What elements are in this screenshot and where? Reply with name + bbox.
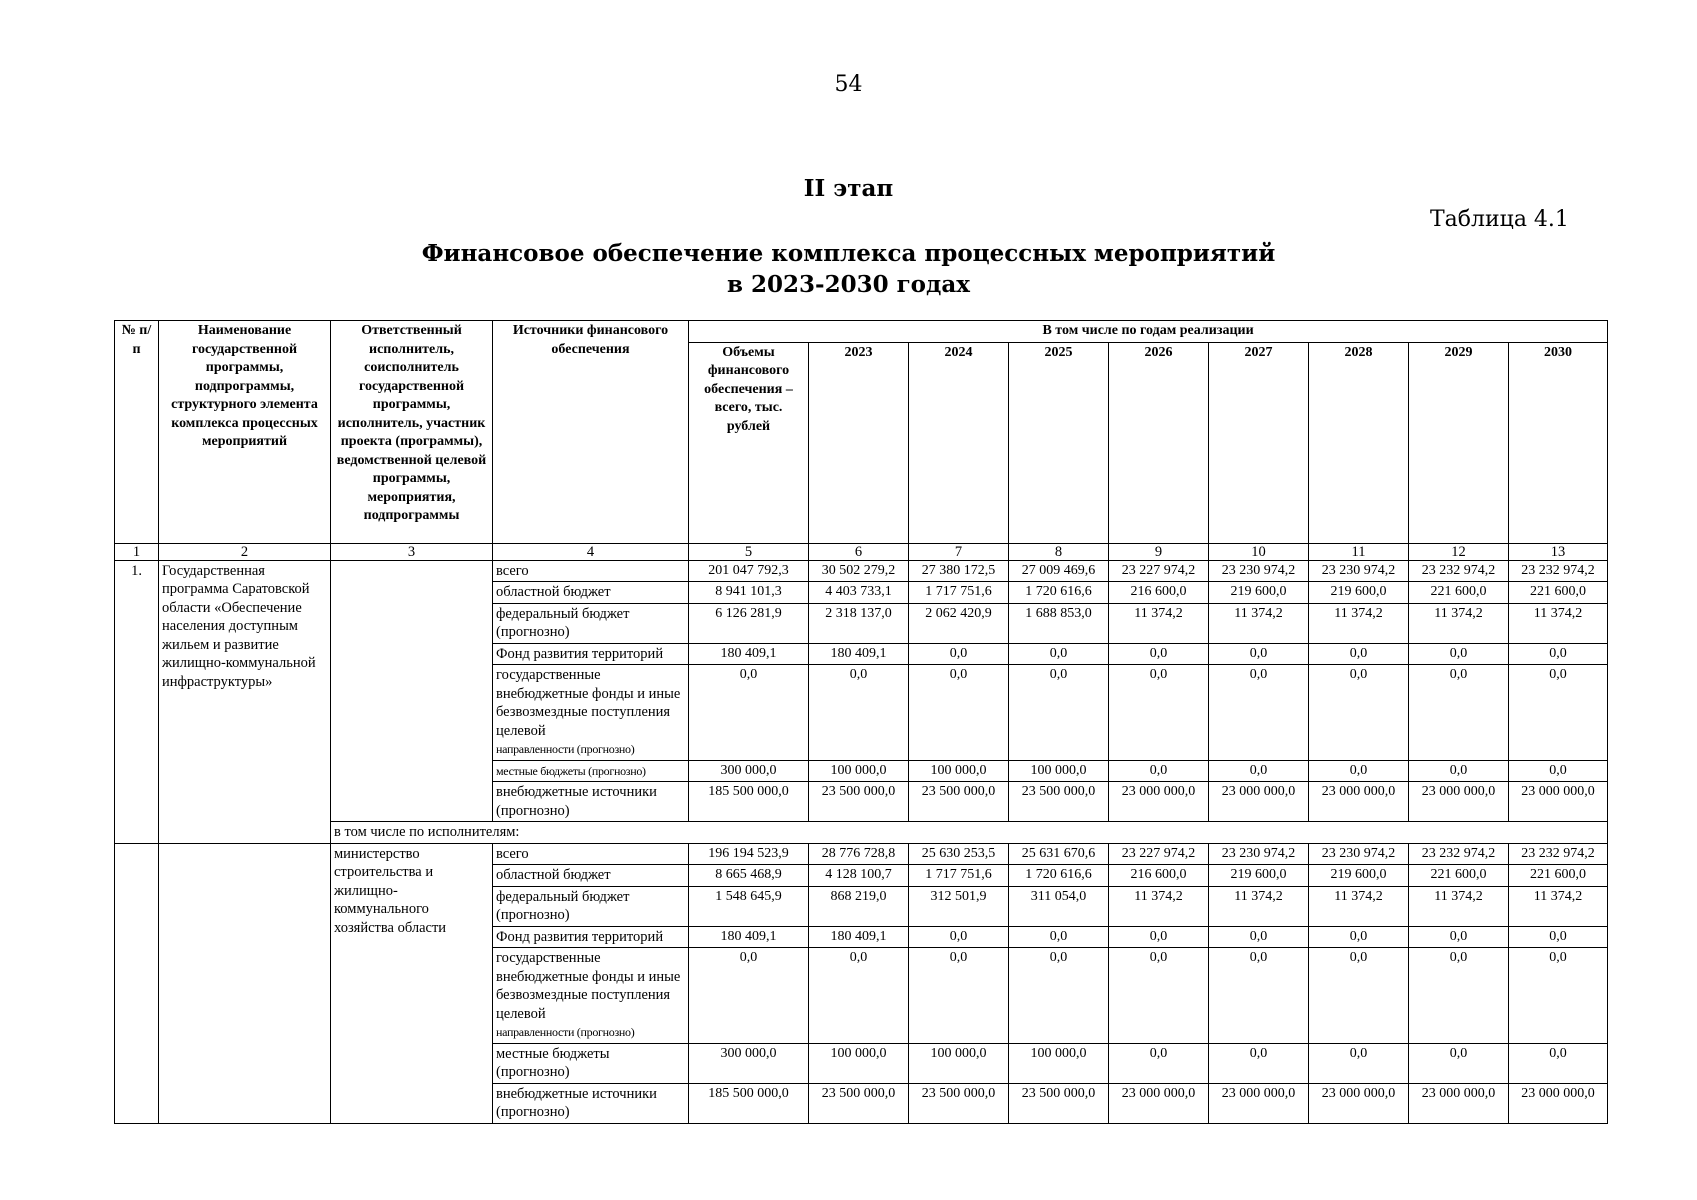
value-cell: 196 194 523,9: [689, 843, 809, 865]
value-cell: 312 501,9: [909, 886, 1009, 926]
value-cell: 23 230 974,2: [1309, 843, 1409, 865]
value-cell: 0,0: [909, 926, 1009, 948]
value-cell: 0,0: [1409, 926, 1509, 948]
value-cell: 0,0: [1109, 1043, 1209, 1083]
value-cell: 219 600,0: [1209, 865, 1309, 887]
value-cell: 1 548 645,9: [689, 886, 809, 926]
value-cell: 11 374,2: [1209, 886, 1309, 926]
value-cell: 311 054,0: [1009, 886, 1109, 926]
value-cell: 0,0: [1509, 926, 1608, 948]
header-responsible: Ответственный исполнитель, соисполнитель государственной программы, исполнитель, участник проекта (программы), ведомственной целевой программы, мероприятия, подпрограммы: [331, 321, 493, 544]
value-cell: 100 000,0: [1009, 760, 1109, 782]
value-cell: 4 128 100,7: [809, 865, 909, 887]
value-cell: 23 000 000,0: [1509, 782, 1608, 822]
value-cell: 30 502 279,2: [809, 560, 909, 582]
value-cell: 0,0: [809, 948, 909, 1044]
value-cell: 0,0: [1509, 665, 1608, 761]
column-index: 6: [809, 543, 909, 560]
value-cell: 1 717 751,6: [909, 582, 1009, 604]
value-cell: 25 631 670,6: [1009, 843, 1109, 865]
value-cell: 4 403 733,1: [809, 582, 909, 604]
header-sources: Источники финансового обеспечения: [493, 321, 689, 544]
value-cell: 2 062 420,9: [909, 603, 1009, 643]
value-cell: 23 500 000,0: [909, 782, 1009, 822]
header-year: 2024: [909, 342, 1009, 543]
value-cell: 23 000 000,0: [1409, 782, 1509, 822]
source-cell: федеральный бюджет (прогнозно): [493, 603, 689, 643]
value-cell: 0,0: [1509, 1043, 1608, 1083]
value-cell: 11 374,2: [1509, 603, 1608, 643]
value-cell: 11 374,2: [1409, 886, 1509, 926]
header-year: 2025: [1009, 342, 1109, 543]
value-cell: 185 500 000,0: [689, 1083, 809, 1123]
value-cell: 23 000 000,0: [1209, 782, 1309, 822]
source-cell: всего: [493, 560, 689, 582]
value-cell: 0,0: [1109, 643, 1209, 665]
header-year: 2026: [1109, 342, 1209, 543]
value-cell: 201 047 792,3: [689, 560, 809, 582]
executor-name: министерство строительства и жилищно-коммунального хозяйства области: [331, 843, 493, 1123]
column-index: 2: [159, 543, 331, 560]
value-cell: 27 009 469,6: [1009, 560, 1109, 582]
value-cell: 0,0: [1409, 760, 1509, 782]
value-cell: 219 600,0: [1209, 582, 1309, 604]
executor-row-total: [115, 843, 1608, 865]
value-cell: 23 500 000,0: [909, 1083, 1009, 1123]
value-cell: 100 000,0: [809, 1043, 909, 1083]
column-index: 13: [1509, 543, 1608, 560]
header-year: 2029: [1409, 342, 1509, 543]
including-executors-label: в том числе по исполнителям:: [331, 822, 1608, 844]
value-cell: 100 000,0: [909, 1043, 1009, 1083]
title-line-1: Финансовое обеспечение комплекса процессных мероприятий: [421, 240, 1276, 267]
table-title: [0, 238, 1697, 300]
value-cell: 23 230 974,2: [1209, 843, 1309, 865]
value-cell: 8 665 468,9: [689, 865, 809, 887]
value-cell: 0,0: [1109, 760, 1209, 782]
header-year: 2023: [809, 342, 909, 543]
value-cell: 0,0: [1509, 760, 1608, 782]
value-cell: 0,0: [809, 665, 909, 761]
source-cell: Фонд развития территорий: [493, 926, 689, 948]
value-cell: 180 409,1: [689, 643, 809, 665]
value-cell: 0,0: [1309, 948, 1409, 1044]
source-cell: Фонд развития территорий: [493, 643, 689, 665]
column-index: 4: [493, 543, 689, 560]
value-cell: 0,0: [1409, 1043, 1509, 1083]
value-cell: 23 232 974,2: [1409, 843, 1509, 865]
value-cell: 1 720 616,6: [1009, 865, 1109, 887]
value-cell: 27 380 172,5: [909, 560, 1009, 582]
value-cell: 0,0: [909, 665, 1009, 761]
value-cell: 11 374,2: [1409, 603, 1509, 643]
value-cell: 0,0: [1309, 665, 1409, 761]
value-cell: 219 600,0: [1309, 582, 1409, 604]
header-by-years: В том числе по годам реализации: [689, 321, 1608, 343]
column-index: 11: [1309, 543, 1409, 560]
source-cell: областной бюджет: [493, 865, 689, 887]
header-year: 2030: [1509, 342, 1608, 543]
value-cell: 23 232 974,2: [1509, 843, 1608, 865]
value-cell: 216 600,0: [1109, 865, 1209, 887]
executor-empty-num: [115, 843, 159, 1123]
column-index: 12: [1409, 543, 1509, 560]
source-cell: [493, 948, 689, 1044]
value-cell: 11 374,2: [1309, 886, 1409, 926]
value-cell: 0,0: [1009, 926, 1109, 948]
value-cell: 0,0: [689, 665, 809, 761]
value-cell: 180 409,1: [809, 643, 909, 665]
value-cell: 0,0: [1409, 948, 1509, 1044]
header-row-1: [115, 321, 1608, 343]
value-cell: 216 600,0: [1109, 582, 1209, 604]
value-cell: 221 600,0: [1509, 865, 1608, 887]
value-cell: 0,0: [1309, 1043, 1409, 1083]
value-cell: 23 000 000,0: [1109, 782, 1209, 822]
value-cell: 23 000 000,0: [1409, 1083, 1509, 1123]
value-cell: 1 688 853,0: [1009, 603, 1109, 643]
source-cell: внебюджетные источники (прогнозно): [493, 782, 689, 822]
value-cell: 23 500 000,0: [1009, 782, 1109, 822]
value-cell: 1 717 751,6: [909, 865, 1009, 887]
value-cell: 221 600,0: [1409, 582, 1509, 604]
value-cell: 23 000 000,0: [1209, 1083, 1309, 1123]
value-cell: 23 500 000,0: [1009, 1083, 1109, 1123]
value-cell: 180 409,1: [689, 926, 809, 948]
value-cell: 0,0: [1209, 926, 1309, 948]
value-cell: 300 000,0: [689, 1043, 809, 1083]
value-cell: 23 500 000,0: [809, 782, 909, 822]
value-cell: 23 000 000,0: [1109, 1083, 1209, 1123]
value-cell: 23 500 000,0: [809, 1083, 909, 1123]
value-cell: 25 630 253,5: [909, 843, 1009, 865]
value-cell: 11 374,2: [1109, 603, 1209, 643]
table-label: Таблица 4.1: [1430, 207, 1569, 232]
value-cell: 23 000 000,0: [1509, 1083, 1608, 1123]
program-name: Государственная программа Саратовской области «Обеспечение населения доступным жильем и развитие жилищно-коммунальной инфраструктуры»: [159, 560, 331, 843]
value-cell: 0,0: [1209, 948, 1309, 1044]
value-cell: 11 374,2: [1109, 886, 1209, 926]
source-cell: областной бюджет: [493, 582, 689, 604]
column-index: 9: [1109, 543, 1209, 560]
value-cell: 0,0: [1209, 665, 1309, 761]
value-cell: 23 227 974,2: [1109, 843, 1209, 865]
value-cell: 0,0: [689, 948, 809, 1044]
value-cell: 1 720 616,6: [1009, 582, 1109, 604]
executor-empty-name: [159, 843, 331, 1123]
column-index: 7: [909, 543, 1009, 560]
value-cell: 0,0: [1209, 643, 1309, 665]
value-cell: 23 230 974,2: [1309, 560, 1409, 582]
header-year: 2028: [1309, 342, 1409, 543]
value-cell: 23 000 000,0: [1309, 782, 1409, 822]
value-cell: 2 318 137,0: [809, 603, 909, 643]
value-cell: 0,0: [1209, 1043, 1309, 1083]
value-cell: 0,0: [1309, 926, 1409, 948]
value-cell: 23 232 974,2: [1509, 560, 1608, 582]
header-name: Наименование государственной программы, подпрограммы, структурного элемента комплекса процессных мероприятий: [159, 321, 331, 544]
header-total: Объемы финансового обеспечения – всего, тыс. рублей: [689, 342, 809, 543]
value-cell: 0,0: [1009, 643, 1109, 665]
value-cell: 100 000,0: [809, 760, 909, 782]
value-cell: 0,0: [1409, 643, 1509, 665]
value-cell: 0,0: [1009, 948, 1109, 1044]
column-index-row: [115, 543, 1608, 560]
source-text: государственные внебюджетные фонды и иные безвозмездные поступления целевой: [496, 950, 681, 1022]
column-index: 5: [689, 543, 809, 560]
program-responsible-empty: [331, 560, 493, 822]
program-number: 1.: [115, 560, 159, 843]
program-row-total: [115, 560, 1608, 582]
source-text-small: направленности (прогнозно): [496, 1025, 635, 1039]
value-cell: 868 219,0: [809, 886, 909, 926]
value-cell: 11 374,2: [1509, 886, 1608, 926]
stage-heading: II этап: [803, 175, 894, 202]
header-num: № п/п: [115, 321, 159, 544]
value-cell: 0,0: [1109, 948, 1209, 1044]
value-cell: 0,0: [1509, 948, 1608, 1044]
value-cell: 221 600,0: [1509, 582, 1608, 604]
source-text-small: направленности (прогнозно): [496, 742, 635, 756]
value-cell: 185 500 000,0: [689, 782, 809, 822]
source-cell: местные бюджеты (прогнозно): [493, 1043, 689, 1083]
value-cell: 23 232 974,2: [1409, 560, 1509, 582]
value-cell: 23 000 000,0: [1309, 1083, 1409, 1123]
value-cell: 0,0: [909, 643, 1009, 665]
financing-table: [114, 320, 1608, 1124]
value-cell: 0,0: [1309, 643, 1409, 665]
value-cell: 219 600,0: [1309, 865, 1409, 887]
value-cell: 100 000,0: [1009, 1043, 1109, 1083]
value-cell: 0,0: [1009, 665, 1109, 761]
source-cell: [493, 665, 689, 761]
value-cell: 100 000,0: [909, 760, 1009, 782]
value-cell: 221 600,0: [1409, 865, 1509, 887]
header-year: 2027: [1209, 342, 1309, 543]
value-cell: 300 000,0: [689, 760, 809, 782]
source-cell: внебюджетные источники (прогнозно): [493, 1083, 689, 1123]
value-cell: 0,0: [1309, 760, 1409, 782]
value-cell: 0,0: [909, 948, 1009, 1044]
page-number: 54: [834, 72, 863, 97]
value-cell: 23 230 974,2: [1209, 560, 1309, 582]
value-cell: 11 374,2: [1209, 603, 1309, 643]
including-executors-row: [115, 822, 1608, 844]
title-line-2: в 2023-2030 годах: [727, 271, 970, 298]
value-cell: 6 126 281,9: [689, 603, 809, 643]
column-index: 8: [1009, 543, 1109, 560]
value-cell: 28 776 728,8: [809, 843, 909, 865]
source-text: государственные внебюджетные фонды и иные безвозмездные поступления целевой: [496, 667, 681, 739]
column-index: 3: [331, 543, 493, 560]
value-cell: 0,0: [1109, 665, 1209, 761]
source-cell: местные бюджеты (прогнозно): [493, 760, 689, 782]
value-cell: 23 227 974,2: [1109, 560, 1209, 582]
column-index: 10: [1209, 543, 1309, 560]
value-cell: 0,0: [1509, 643, 1608, 665]
value-cell: 11 374,2: [1309, 603, 1409, 643]
value-cell: 0,0: [1109, 926, 1209, 948]
value-cell: 0,0: [1209, 760, 1309, 782]
column-index: 1: [115, 543, 159, 560]
value-cell: 180 409,1: [809, 926, 909, 948]
value-cell: 8 941 101,3: [689, 582, 809, 604]
source-cell: федеральный бюджет (прогнозно): [493, 886, 689, 926]
value-cell: 0,0: [1409, 665, 1509, 761]
source-cell: всего: [493, 843, 689, 865]
